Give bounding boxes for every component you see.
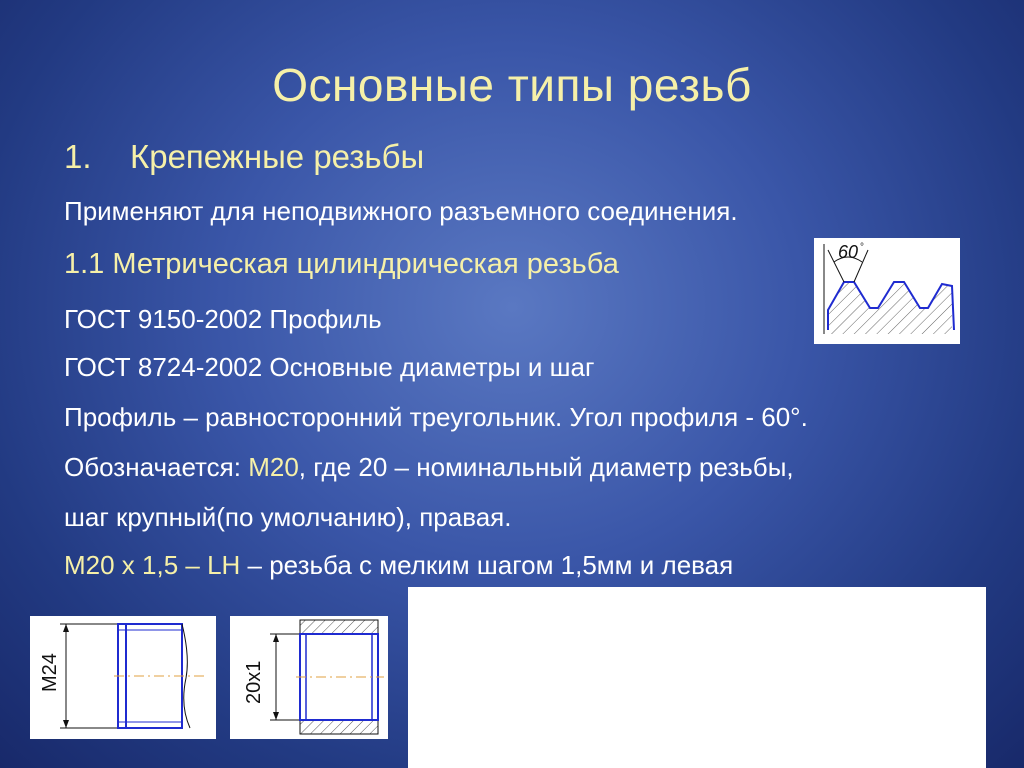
blank-image-placeholder <box>408 587 986 768</box>
fine-thread-description: – резьба с мелким шагом 1,5мм и левая <box>240 550 734 580</box>
bolt-label: M24 <box>39 653 61 692</box>
apply-text: Применяют для неподвижного разъемного соединения. <box>64 196 738 226</box>
section-title: Крепежные резьбы <box>130 138 425 175</box>
thread-angle-label: 60 <box>838 242 859 262</box>
fine-thread-line <box>64 550 733 581</box>
nut-drawing-figure <box>230 616 388 739</box>
designation-line <box>64 452 794 483</box>
designation-m20: М20 <box>248 452 299 482</box>
section-heading <box>64 138 424 176</box>
fine-thread-designation: М20 х 1,5 – LH <box>64 550 241 580</box>
subsection-title: 1.1 Метрическая цилиндрическая резьба <box>64 248 619 280</box>
designation-prefix: Обозначается: <box>64 452 249 482</box>
profile-text: Профиль – равносторонний треугольник. Угол профиля - 60°. <box>64 402 808 432</box>
gost-profile: ГОСТ 9150-2002 Профиль <box>64 304 382 334</box>
section-number: 1. <box>64 138 92 175</box>
designation-suffix: , где 20 – номинальный диаметр резьбы, <box>298 452 794 482</box>
slide-title: Основные типы резьб <box>272 59 752 111</box>
designation-line-2: шаг крупный(по умолчанию), правая. <box>64 502 512 532</box>
thread-profile-figure <box>814 238 960 344</box>
nut-label: 20x1 <box>243 660 265 704</box>
gost-diameters: ГОСТ 8724-2002 Основные диаметры и шаг <box>64 352 595 382</box>
bolt-drawing-figure <box>30 616 216 739</box>
thread-angle-degree: ° <box>860 242 864 253</box>
